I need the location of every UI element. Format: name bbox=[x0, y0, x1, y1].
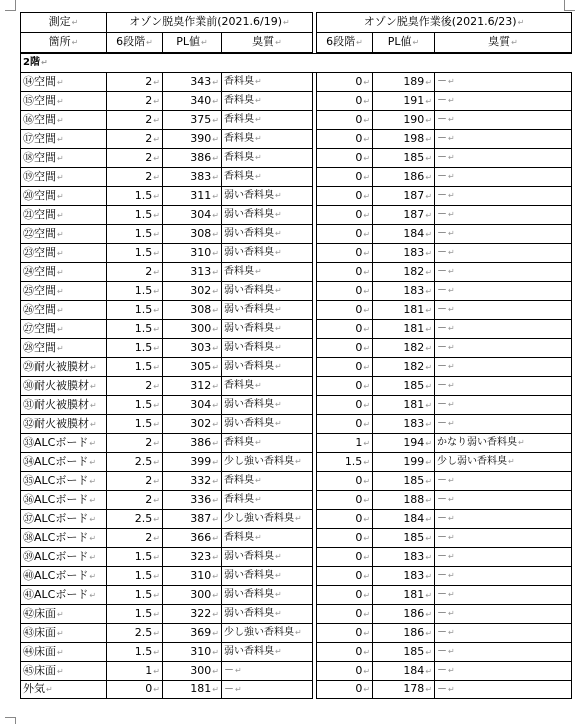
before-pl-cell: 313 ↵ bbox=[163, 263, 222, 282]
before-pl-cell: 305 ↵ bbox=[163, 358, 222, 377]
location-cell: ㊵ALCボード ↵ bbox=[21, 567, 107, 586]
after-level-cell: 0 ↵ bbox=[317, 168, 373, 187]
before-odor-cell: 弱い香料臭 ↵ bbox=[222, 301, 313, 320]
table-row bbox=[21, 263, 572, 282]
location-cell: ㊷床面 ↵ bbox=[21, 605, 107, 624]
before-level-cell: 2 ↵ bbox=[107, 491, 163, 510]
after-level-cell: 0 ↵ bbox=[317, 225, 373, 244]
after-level-cell: 1 ↵ bbox=[317, 434, 373, 453]
location-cell: ㉓空間 ↵ bbox=[21, 244, 107, 263]
table-row bbox=[21, 472, 572, 491]
after-level-cell: 0 ↵ bbox=[317, 301, 373, 320]
table-row bbox=[21, 168, 572, 187]
before-level-cell: 1.5 ↵ bbox=[107, 244, 163, 263]
table-row bbox=[21, 339, 572, 358]
after-pl-cell: 182 ↵ bbox=[373, 339, 435, 358]
before-odor-cell: 香料臭 ↵ bbox=[222, 377, 313, 396]
after-level-cell: 0 ↵ bbox=[317, 643, 373, 662]
before-pl-cell: 383 ↵ bbox=[163, 168, 222, 187]
after-level-cell: 0 ↵ bbox=[317, 548, 373, 567]
before-level-cell: 1.5 ↵ bbox=[107, 282, 163, 301]
before-pl-cell: 323 ↵ bbox=[163, 548, 222, 567]
table-row bbox=[21, 624, 572, 643]
before-pl-cell: 308 ↵ bbox=[163, 301, 222, 320]
location-cell: ㉖空間 ↵ bbox=[21, 301, 107, 320]
outside-air-row bbox=[21, 681, 572, 699]
location-cell: ⑲空間 ↵ bbox=[21, 168, 107, 187]
before-odor-cell: 弱い香料臭 ↵ bbox=[222, 396, 313, 415]
after-odor-cell: － ↵ bbox=[435, 92, 572, 111]
after-level-cell: 0 ↵ bbox=[317, 358, 373, 377]
after-pl-cell: 184 ↵ bbox=[373, 662, 435, 681]
before-level-cell: 2.5 ↵ bbox=[107, 624, 163, 643]
before-level-cell: 1 ↵ bbox=[107, 662, 163, 681]
after-odor-cell: － ↵ bbox=[435, 263, 572, 282]
table-row bbox=[21, 111, 572, 130]
before-level-cell: 1.5 ↵ bbox=[107, 187, 163, 206]
after-pl-cell: 182 ↵ bbox=[373, 263, 435, 282]
after-odor-cell: － ↵ bbox=[435, 187, 572, 206]
before-header: オゾン脱臭作業前(2021.6/19) ↵ bbox=[107, 13, 313, 33]
after-odor-cell: かなり弱い香料臭 ↵ bbox=[435, 434, 572, 453]
after-level-cell: 0 ↵ bbox=[317, 206, 373, 225]
after-level-cell: 0 ↵ bbox=[317, 567, 373, 586]
location-cell: ㊺床面 ↵ bbox=[21, 662, 107, 681]
location-cell: ㉑空間 ↵ bbox=[21, 206, 107, 225]
table-row bbox=[21, 434, 572, 453]
before-odor-cell: 香料臭 ↵ bbox=[222, 472, 313, 491]
after-odor-cell: － ↵ bbox=[435, 130, 572, 149]
before-level-cell: 1.5 ↵ bbox=[107, 206, 163, 225]
after-level-cell: 0 ↵ bbox=[317, 681, 373, 699]
after-pl-cell: 187 ↵ bbox=[373, 206, 435, 225]
location-cell: ㉞ALCボード ↵ bbox=[21, 453, 107, 472]
table-row bbox=[21, 491, 572, 510]
before-pl-cell: 399 ↵ bbox=[163, 453, 222, 472]
after-pl-cell: 185 ↵ bbox=[373, 643, 435, 662]
after-pl-cell: 184 ↵ bbox=[373, 510, 435, 529]
table-row bbox=[21, 377, 572, 396]
table-row bbox=[21, 320, 572, 339]
before-pl-cell: 369 ↵ bbox=[163, 624, 222, 643]
after-level-cell: 0 ↵ bbox=[317, 73, 373, 92]
before-pl-header: PL値 ↵ bbox=[163, 33, 222, 54]
after-odor-cell: － ↵ bbox=[435, 377, 572, 396]
location-cell: ㊹床面 ↵ bbox=[21, 643, 107, 662]
after-pl-cell: 198 ↵ bbox=[373, 130, 435, 149]
after-pl-cell: 189 ↵ bbox=[373, 73, 435, 92]
after-pl-cell: 183 ↵ bbox=[373, 415, 435, 434]
after-odor-cell: － ↵ bbox=[435, 73, 572, 92]
floor-label: 2階 ↵ bbox=[21, 53, 572, 73]
after-level-cell: 0 ↵ bbox=[317, 396, 373, 415]
after-level-cell: 0 ↵ bbox=[317, 244, 373, 263]
location-cell: ㉙耐火被膜材 ↵ bbox=[21, 358, 107, 377]
page-corner-mark bbox=[5, 717, 16, 724]
before-level-cell: 2 ↵ bbox=[107, 168, 163, 187]
location-cell: ㊲ALCボード ↵ bbox=[21, 510, 107, 529]
after-odor-cell: － ↵ bbox=[435, 643, 572, 662]
location-cell: ㉜耐火被膜材 ↵ bbox=[21, 415, 107, 434]
before-level-cell: 1.5 ↵ bbox=[107, 643, 163, 662]
before-odor-cell: 香料臭 ↵ bbox=[222, 263, 313, 282]
after-level-cell: 0 ↵ bbox=[317, 377, 373, 396]
after-odor-cell: － ↵ bbox=[435, 681, 572, 699]
after-pl-cell: 181 ↵ bbox=[373, 320, 435, 339]
table-row bbox=[21, 149, 572, 168]
before-pl-cell: 386 ↵ bbox=[163, 434, 222, 453]
after-pl-cell: 186 ↵ bbox=[373, 168, 435, 187]
location-cell: ㊴ALCボード ↵ bbox=[21, 548, 107, 567]
table-row bbox=[21, 73, 572, 92]
before-odor-cell: 弱い香料臭 ↵ bbox=[222, 586, 313, 605]
after-pl-cell: 184 ↵ bbox=[373, 225, 435, 244]
before-pl-cell: 302 ↵ bbox=[163, 282, 222, 301]
after-pl-cell: 191 ↵ bbox=[373, 92, 435, 111]
after-pl-cell: 181 ↵ bbox=[373, 586, 435, 605]
before-level-cell: 2 ↵ bbox=[107, 92, 163, 111]
location-cell: ㉟ALCボード ↵ bbox=[21, 472, 107, 491]
after-odor-cell: － ↵ bbox=[435, 529, 572, 548]
after-odor-cell: － ↵ bbox=[435, 339, 572, 358]
location-cell: ㉝ALCボード ↵ bbox=[21, 434, 107, 453]
floor-row bbox=[21, 53, 572, 73]
header-row-2 bbox=[21, 33, 572, 54]
before-odor-cell: 香料臭 ↵ bbox=[222, 149, 313, 168]
before-pl-cell: 386 ↵ bbox=[163, 149, 222, 168]
after-odor-cell: － ↵ bbox=[435, 548, 572, 567]
before-pl-cell: 312 ↵ bbox=[163, 377, 222, 396]
before-odor-cell: 弱い香料臭 ↵ bbox=[222, 282, 313, 301]
table-row bbox=[21, 130, 572, 149]
before-level-cell: 1.5 ↵ bbox=[107, 567, 163, 586]
after-pl-cell: 183 ↵ bbox=[373, 282, 435, 301]
before-pl-cell: 303 ↵ bbox=[163, 339, 222, 358]
after-level-cell: 0 ↵ bbox=[317, 320, 373, 339]
location-cell: ⑱空間 ↵ bbox=[21, 149, 107, 168]
after-odor-cell: － ↵ bbox=[435, 301, 572, 320]
after-pl-cell: 190 ↵ bbox=[373, 111, 435, 130]
before-pl-cell: 300 ↵ bbox=[163, 586, 222, 605]
after-odor-cell: － ↵ bbox=[435, 624, 572, 643]
before-level-cell: 2 ↵ bbox=[107, 263, 163, 282]
after-level-cell: 0 ↵ bbox=[317, 282, 373, 301]
location-header: 測定 ↵ bbox=[21, 13, 107, 33]
after-odor-cell: － ↵ bbox=[435, 225, 572, 244]
before-odor-cell: 弱い香料臭 ↵ bbox=[222, 643, 313, 662]
before-level-cell: 2 ↵ bbox=[107, 434, 163, 453]
before-odor-cell: 香料臭 ↵ bbox=[222, 168, 313, 187]
table-row bbox=[21, 358, 572, 377]
before-odor-cell: 弱い香料臭 ↵ bbox=[222, 548, 313, 567]
before-odor-header: 臭質 ↵ bbox=[222, 33, 313, 54]
before-pl-cell: 343 ↵ bbox=[163, 73, 222, 92]
header-row-1 bbox=[21, 13, 572, 33]
after-pl-cell: 186 ↵ bbox=[373, 624, 435, 643]
before-pl-cell: 310 ↵ bbox=[163, 643, 222, 662]
after-header: オゾン脱臭作業後(2021.6/23) ↵ bbox=[317, 13, 572, 33]
before-pl-cell: 311 ↵ bbox=[163, 187, 222, 206]
table-row bbox=[21, 662, 572, 681]
after-level-cell: 0 ↵ bbox=[317, 529, 373, 548]
after-level-cell: 0 ↵ bbox=[317, 187, 373, 206]
location-cell: ⑰空間 ↵ bbox=[21, 130, 107, 149]
before-level-cell: 1.5 ↵ bbox=[107, 586, 163, 605]
before-odor-cell: 弱い香料臭 ↵ bbox=[222, 567, 313, 586]
after-pl-cell: 181 ↵ bbox=[373, 301, 435, 320]
before-pl-cell: 300 ↵ bbox=[163, 320, 222, 339]
after-odor-cell: － ↵ bbox=[435, 510, 572, 529]
after-pl-cell: 186 ↵ bbox=[373, 605, 435, 624]
after-pl-cell: 178 ↵ bbox=[373, 681, 435, 699]
after-level-cell: 0 ↵ bbox=[317, 92, 373, 111]
before-level-cell: 1.5 ↵ bbox=[107, 225, 163, 244]
before-level-cell: 1.5 ↵ bbox=[107, 396, 163, 415]
after-pl-cell: 187 ↵ bbox=[373, 187, 435, 206]
after-odor-cell: － ↵ bbox=[435, 358, 572, 377]
before-pl-cell: 390 ↵ bbox=[163, 130, 222, 149]
before-level-cell: 2 ↵ bbox=[107, 529, 163, 548]
before-odor-cell: 香料臭 ↵ bbox=[222, 434, 313, 453]
location-cell: ㉔空間 ↵ bbox=[21, 263, 107, 282]
before-odor-cell: 弱い香料臭 ↵ bbox=[222, 358, 313, 377]
location-cell: ㉘空間 ↵ bbox=[21, 339, 107, 358]
before-odor-cell: 弱い香料臭 ↵ bbox=[222, 225, 313, 244]
after-level-cell: 0 ↵ bbox=[317, 263, 373, 282]
before-pl-cell: 304 ↵ bbox=[163, 206, 222, 225]
before-level-cell: 1.5 ↵ bbox=[107, 548, 163, 567]
before-pl-cell: 310 ↵ bbox=[163, 244, 222, 263]
after-level-cell: 0 ↵ bbox=[317, 510, 373, 529]
after-pl-cell: 183 ↵ bbox=[373, 567, 435, 586]
location-cell: ㉛耐火被膜材 ↵ bbox=[21, 396, 107, 415]
table-row bbox=[21, 548, 572, 567]
before-level-cell: 1.5 ↵ bbox=[107, 301, 163, 320]
after-pl-cell: 181 ↵ bbox=[373, 396, 435, 415]
before-pl-cell: 308 ↵ bbox=[163, 225, 222, 244]
table-row bbox=[21, 586, 572, 605]
location-cell: ⑭空間 ↵ bbox=[21, 73, 107, 92]
before-odor-cell: 香料臭 ↵ bbox=[222, 491, 313, 510]
after-odor-cell: － ↵ bbox=[435, 168, 572, 187]
before-pl-cell: 375 ↵ bbox=[163, 111, 222, 130]
after-odor-cell: － ↵ bbox=[435, 415, 572, 434]
before-odor-cell: 弱い香料臭 ↵ bbox=[222, 320, 313, 339]
location-cell: ㊳ALCボード ↵ bbox=[21, 529, 107, 548]
after-odor-cell: － ↵ bbox=[435, 472, 572, 491]
location-header-2: 箇所 ↵ bbox=[21, 33, 107, 54]
after-odor-cell: － ↵ bbox=[435, 662, 572, 681]
location-cell: ㊶ALCボード ↵ bbox=[21, 586, 107, 605]
before-pl-cell: 322 ↵ bbox=[163, 605, 222, 624]
location-cell: ⑯空間 ↵ bbox=[21, 111, 107, 130]
table-row bbox=[21, 206, 572, 225]
before-pl-cell: 310 ↵ bbox=[163, 567, 222, 586]
after-pl-cell: 199 ↵ bbox=[373, 453, 435, 472]
before-pl-cell: 387 ↵ bbox=[163, 510, 222, 529]
after-level-cell: 1.5 ↵ bbox=[317, 453, 373, 472]
before-pl-cell: 302 ↵ bbox=[163, 415, 222, 434]
before-odor-cell: 少し強い香料臭 ↵ bbox=[222, 510, 313, 529]
after-odor-cell: － ↵ bbox=[435, 149, 572, 168]
before-level-cell: 1.5 ↵ bbox=[107, 605, 163, 624]
before-level-cell: 1.5 ↵ bbox=[107, 339, 163, 358]
before-odor-cell: 香料臭 ↵ bbox=[222, 111, 313, 130]
after-odor-cell: － ↵ bbox=[435, 320, 572, 339]
location-cell: ㉚耐火被膜材 ↵ bbox=[21, 377, 107, 396]
after-odor-cell: － ↵ bbox=[435, 206, 572, 225]
after-odor-cell: － ↵ bbox=[435, 111, 572, 130]
page-corner-mark bbox=[5, 0, 16, 11]
before-level-cell: 2.5 ↵ bbox=[107, 453, 163, 472]
before-level-cell: 2 ↵ bbox=[107, 377, 163, 396]
after-odor-cell: － ↵ bbox=[435, 282, 572, 301]
location-cell: ㊸床面 ↵ bbox=[21, 624, 107, 643]
before-odor-cell: 少し強い香料臭 ↵ bbox=[222, 624, 313, 643]
before-level-header: 6段階 ↵ bbox=[107, 33, 163, 54]
table-row bbox=[21, 567, 572, 586]
before-level-cell: 2.5 ↵ bbox=[107, 510, 163, 529]
before-odor-cell: 香料臭 ↵ bbox=[222, 92, 313, 111]
table-row bbox=[21, 187, 572, 206]
location-cell: 外気 ↵ bbox=[21, 681, 107, 699]
before-odor-cell: － ↵ bbox=[222, 662, 313, 681]
after-level-cell: 0 ↵ bbox=[317, 149, 373, 168]
before-odor-cell: 弱い香料臭 ↵ bbox=[222, 206, 313, 225]
after-odor-cell: － ↵ bbox=[435, 244, 572, 263]
after-pl-cell: 185 ↵ bbox=[373, 472, 435, 491]
before-odor-cell: 香料臭 ↵ bbox=[222, 73, 313, 92]
table-row bbox=[21, 396, 572, 415]
after-level-cell: 0 ↵ bbox=[317, 605, 373, 624]
table-row bbox=[21, 92, 572, 111]
after-level-cell: 0 ↵ bbox=[317, 586, 373, 605]
after-level-cell: 0 ↵ bbox=[317, 415, 373, 434]
before-odor-cell: 弱い香料臭 ↵ bbox=[222, 605, 313, 624]
before-pl-cell: 332 ↵ bbox=[163, 472, 222, 491]
table-row bbox=[21, 301, 572, 320]
before-level-cell: 2 ↵ bbox=[107, 472, 163, 491]
after-odor-header: 臭質 ↵ bbox=[435, 33, 572, 54]
before-odor-cell: 弱い香料臭 ↵ bbox=[222, 187, 313, 206]
location-cell: ⑳空間 ↵ bbox=[21, 187, 107, 206]
after-odor-cell: － ↵ bbox=[435, 567, 572, 586]
before-pl-cell: 336 ↵ bbox=[163, 491, 222, 510]
location-cell: ㉒空間 ↵ bbox=[21, 225, 107, 244]
after-pl-cell: 185 ↵ bbox=[373, 149, 435, 168]
after-level-cell: 0 ↵ bbox=[317, 111, 373, 130]
table-row bbox=[21, 453, 572, 472]
after-pl-header: PL値 ↵ bbox=[373, 33, 435, 54]
after-level-header: 6段階 ↵ bbox=[317, 33, 373, 54]
odor-measurement-table bbox=[20, 12, 572, 699]
before-level-cell: 2 ↵ bbox=[107, 111, 163, 130]
before-pl-cell: 304 ↵ bbox=[163, 396, 222, 415]
location-cell: ㊱ALCボード ↵ bbox=[21, 491, 107, 510]
before-pl-cell: 340 ↵ bbox=[163, 92, 222, 111]
before-odor-cell: 香料臭 ↵ bbox=[222, 130, 313, 149]
after-pl-cell: 185 ↵ bbox=[373, 377, 435, 396]
before-odor-cell: － ↵ bbox=[222, 681, 313, 699]
after-odor-cell: － ↵ bbox=[435, 491, 572, 510]
before-pl-cell: 366 ↵ bbox=[163, 529, 222, 548]
location-cell: ㉕空間 ↵ bbox=[21, 282, 107, 301]
before-odor-cell: 香料臭 ↵ bbox=[222, 529, 313, 548]
after-odor-cell: － ↵ bbox=[435, 586, 572, 605]
after-level-cell: 0 ↵ bbox=[317, 472, 373, 491]
location-cell: ⑮空間 ↵ bbox=[21, 92, 107, 111]
page-corner-mark bbox=[564, 0, 575, 11]
before-level-cell: 2 ↵ bbox=[107, 73, 163, 92]
table-row bbox=[21, 282, 572, 301]
table-row bbox=[21, 225, 572, 244]
before-level-cell: 2 ↵ bbox=[107, 130, 163, 149]
table-row bbox=[21, 605, 572, 624]
table-row bbox=[21, 415, 572, 434]
before-pl-cell: 181 ↵ bbox=[163, 681, 222, 699]
after-level-cell: 0 ↵ bbox=[317, 130, 373, 149]
before-odor-cell: 弱い香料臭 ↵ bbox=[222, 244, 313, 263]
table-row bbox=[21, 244, 572, 263]
before-level-cell: 0 ↵ bbox=[107, 681, 163, 699]
before-level-cell: 1.5 ↵ bbox=[107, 358, 163, 377]
before-odor-cell: 弱い香料臭 ↵ bbox=[222, 339, 313, 358]
before-level-cell: 2 ↵ bbox=[107, 149, 163, 168]
after-level-cell: 0 ↵ bbox=[317, 624, 373, 643]
after-level-cell: 0 ↵ bbox=[317, 662, 373, 681]
location-cell: ㉗空間 ↵ bbox=[21, 320, 107, 339]
before-level-cell: 1.5 ↵ bbox=[107, 415, 163, 434]
before-pl-cell: 300 ↵ bbox=[163, 662, 222, 681]
after-odor-cell: － ↵ bbox=[435, 396, 572, 415]
after-pl-cell: 183 ↵ bbox=[373, 548, 435, 567]
after-pl-cell: 183 ↵ bbox=[373, 244, 435, 263]
after-level-cell: 0 ↵ bbox=[317, 339, 373, 358]
after-odor-cell: 少し弱い香料臭 ↵ bbox=[435, 453, 572, 472]
table-row bbox=[21, 510, 572, 529]
before-odor-cell: 少し強い香料臭 ↵ bbox=[222, 453, 313, 472]
before-odor-cell: 弱い香料臭 ↵ bbox=[222, 415, 313, 434]
table-row bbox=[21, 643, 572, 662]
after-level-cell: 0 ↵ bbox=[317, 491, 373, 510]
before-level-cell: 1.5 ↵ bbox=[107, 320, 163, 339]
after-odor-cell: － ↵ bbox=[435, 605, 572, 624]
after-pl-cell: 188 ↵ bbox=[373, 491, 435, 510]
table-row bbox=[21, 529, 572, 548]
after-pl-cell: 194 ↵ bbox=[373, 434, 435, 453]
after-pl-cell: 185 ↵ bbox=[373, 529, 435, 548]
after-pl-cell: 182 ↵ bbox=[373, 358, 435, 377]
